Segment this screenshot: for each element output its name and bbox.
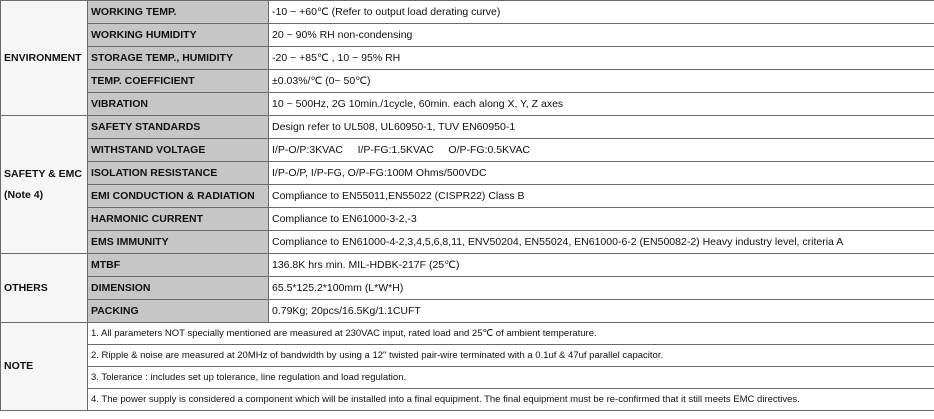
table-row — [1, 185, 934, 208]
param-label: SAFETY STANDARDS — [88, 116, 269, 139]
table-row — [1, 116, 934, 139]
param-label: TEMP. COEFFICIENT — [88, 70, 269, 93]
param-value: 65.5*125.2*100mm (L*W*H) — [269, 277, 934, 300]
table-row — [1, 231, 934, 254]
param-label: HARMONIC CURRENT — [88, 208, 269, 231]
group-label-line: SAFETY & EMC — [4, 167, 82, 180]
param-value: 10 ~ 500Hz, 2G 10min./1cycle, 60min. each along X, Y, Z axes — [269, 93, 934, 116]
param-label: MTBF — [88, 254, 269, 277]
table-row — [1, 389, 934, 411]
param-label: EMI CONDUCTION & RADIATION — [88, 185, 269, 208]
group-label-environment: ENVIRONMENT — [1, 1, 88, 116]
param-label: STORAGE TEMP., HUMIDITY — [88, 47, 269, 70]
note-item: 3. Tolerance : includes set up tolerance, line regulation and load regulation. — [88, 367, 934, 389]
table-row — [1, 70, 934, 93]
param-value: Compliance to EN61000-3-2,-3 — [269, 208, 934, 231]
group-label-others: OTHERS — [1, 254, 88, 323]
param-label: WORKING TEMP. — [88, 1, 269, 24]
param-value: I/P-O/P, I/P-FG, O/P-FG:100M Ohms/500VDC — [269, 162, 934, 185]
param-value: Compliance to EN55011,EN55022 (CISPR22) Class B — [269, 185, 934, 208]
param-label: PACKING — [88, 300, 269, 323]
group-label-note: NOTE — [1, 323, 88, 411]
table-row — [1, 367, 934, 389]
param-label: EMS IMMUNITY — [88, 231, 269, 254]
table-row — [1, 47, 934, 70]
param-value: -20 ~ +85℃ , 10 ~ 95% RH — [269, 47, 934, 70]
param-label: VIBRATION — [88, 93, 269, 116]
param-value: 0.79Kg; 20pcs/16.5Kg/1.1CUFT — [269, 300, 934, 323]
table-row — [1, 1, 934, 24]
param-value: -10 ~ +60℃ (Refer to output load derating curve) — [269, 1, 934, 24]
param-label: DIMENSION — [88, 277, 269, 300]
param-value: Compliance to EN61000-4-2,3,4,5,6,8,11, ENV50204, EN55024, EN61000-6-2 (EN50082-2) Heavy industry level, criteria A — [269, 231, 934, 254]
param-value: Design refer to UL508, UL60950-1, TUV EN60950-1 — [269, 116, 934, 139]
note-item: 4. The power supply is considered a component which will be installed into a final equipment. The final equipment must be re-confirmed that it still meets EMC directives. — [88, 389, 934, 411]
table-row — [1, 93, 934, 116]
table-row — [1, 139, 934, 162]
param-value: 20 ~ 90% RH non-condensing — [269, 24, 934, 47]
table-row — [1, 208, 934, 231]
note-item: 2. Ripple & noise are measured at 20MHz of bandwidth by using a 12" twisted pair-wire terminated with a 0.1uf & 47uf parallel capacitor. — [88, 345, 934, 367]
param-label: WORKING HUMIDITY — [88, 24, 269, 47]
param-value: I/P-O/P:3KVAC I/P-FG:1.5KVAC O/P-FG:0.5KVAC — [269, 139, 934, 162]
group-label-note-ref: (Note 4) — [4, 188, 44, 201]
param-label: WITHSTAND VOLTAGE — [88, 139, 269, 162]
param-label: ISOLATION RESISTANCE — [88, 162, 269, 185]
note-item: 1. All parameters NOT specially mentioned are measured at 230VAC input, rated load and 25℃ of ambient temperature. — [88, 323, 934, 345]
table-row — [1, 300, 934, 323]
table-row — [1, 254, 934, 277]
table-row — [1, 162, 934, 185]
group-label-safety-emc — [1, 116, 88, 254]
param-value: ±0.03%/℃ (0~ 50℃) — [269, 70, 934, 93]
table-row — [1, 24, 934, 47]
table-row — [1, 323, 934, 345]
param-value: 136.8K hrs min. MIL-HDBK-217F (25℃) — [269, 254, 934, 277]
table-row — [1, 277, 934, 300]
table-row — [1, 345, 934, 367]
